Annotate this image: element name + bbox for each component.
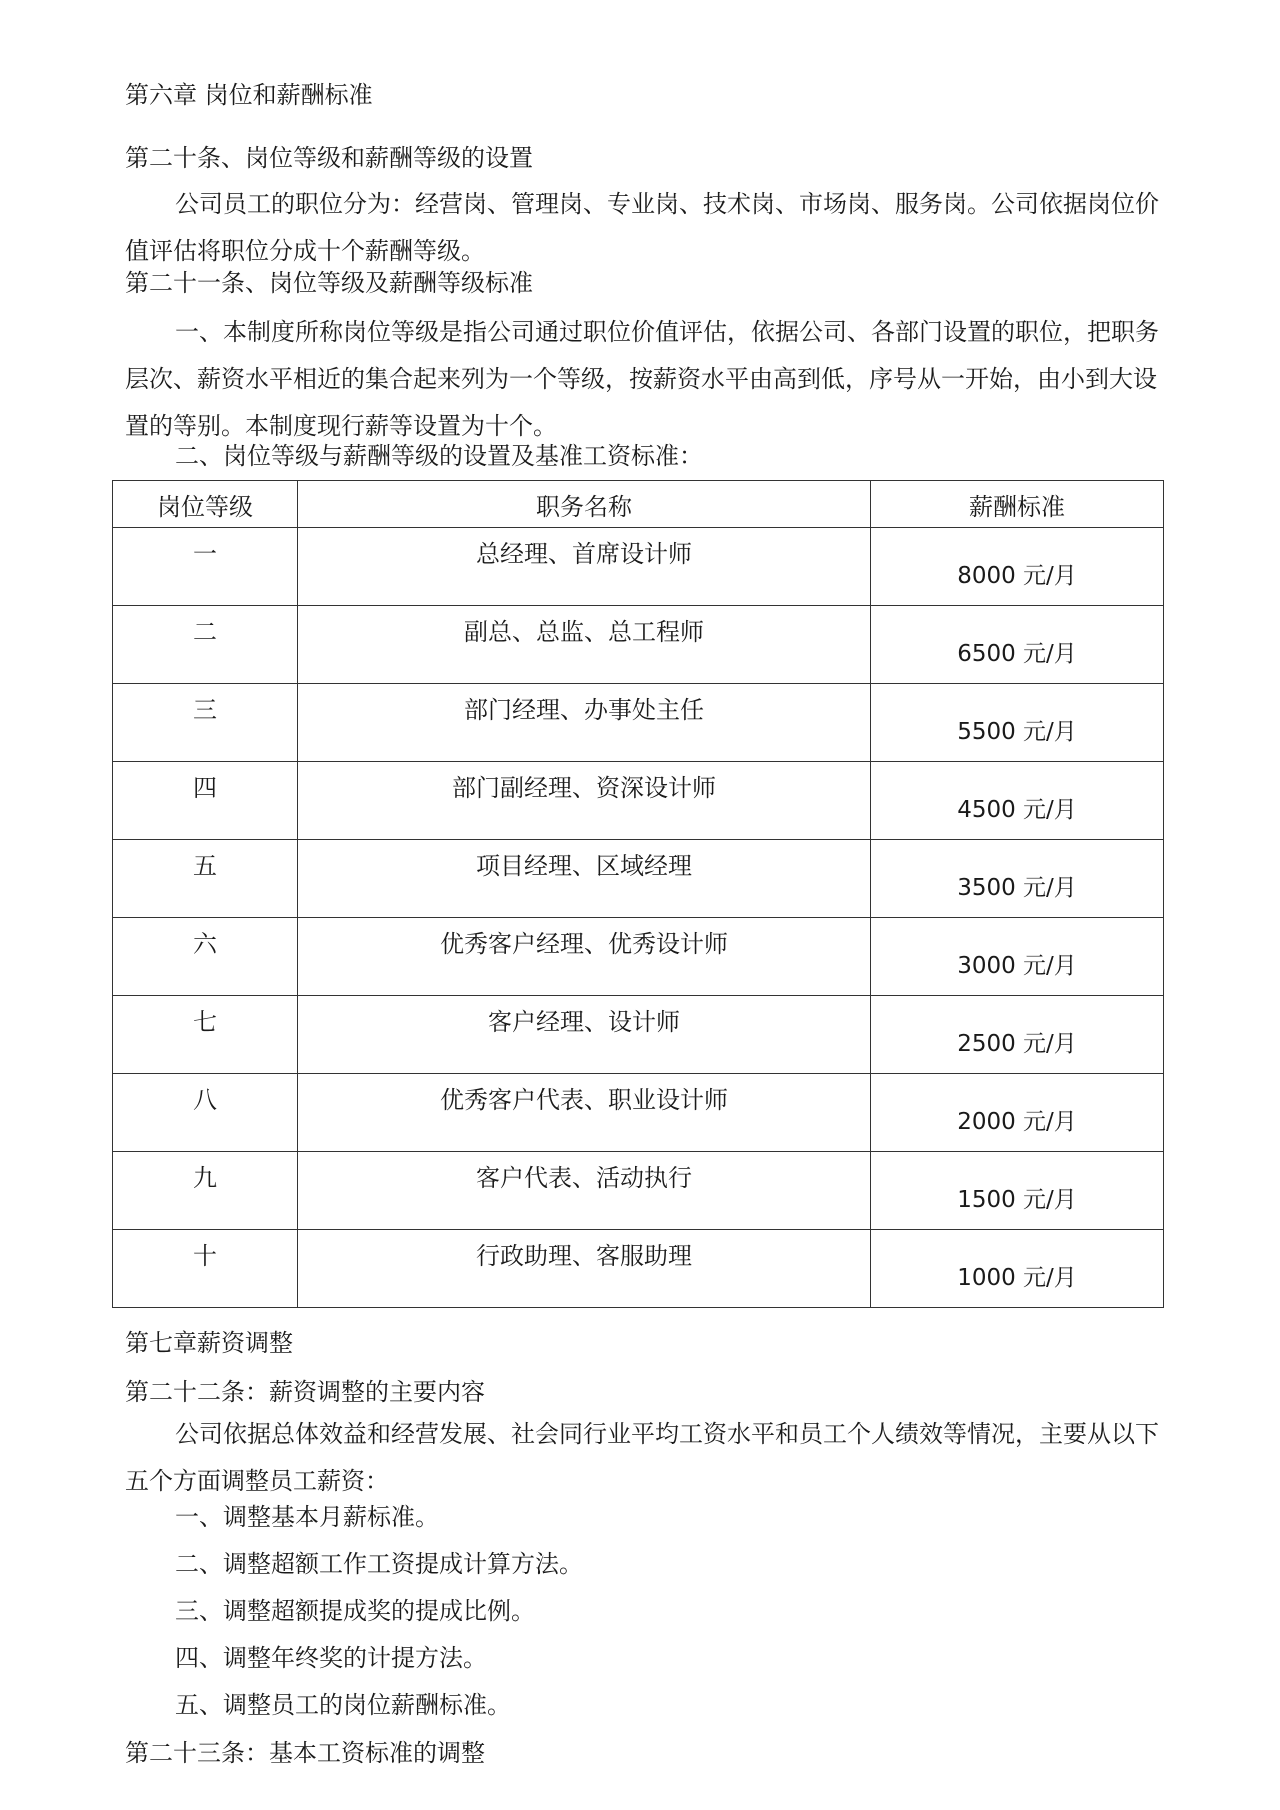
table-row: [113, 996, 1164, 1074]
grade-cell: [113, 1152, 298, 1230]
table-row: [113, 762, 1164, 840]
salary-cell: [871, 840, 1164, 918]
grade-cell-text: 十: [193, 1242, 217, 1270]
salary-cell-text: 2000 元/月: [957, 1109, 1077, 1135]
title-cell: [298, 840, 871, 918]
article-22-text: 公司依据总体效益和经营发展、社会同行业平均工资水平和员工个人绩效等情况，主要从以下五个方面调整员工薪资：: [125, 1420, 1159, 1495]
table-row: [113, 1230, 1164, 1308]
title-cell: [298, 528, 871, 606]
header-title: 职务名称: [298, 481, 871, 528]
title-cell: [298, 1152, 871, 1230]
grade-cell: [113, 1074, 298, 1152]
salary-cell-text: 5500 元/月: [957, 719, 1077, 745]
title-cell-text: 行政助理、客服助理: [476, 1242, 692, 1270]
grade-cell-text: 七: [193, 1008, 217, 1036]
salary-grade-table: [112, 480, 1164, 1308]
grade-cell: [113, 528, 298, 606]
table-row: [113, 840, 1164, 918]
title-cell: [298, 1074, 871, 1152]
grade-cell: [113, 918, 298, 996]
title-cell-text: 项目经理、区域经理: [476, 852, 692, 880]
salary-cell-text: 6500 元/月: [957, 641, 1077, 667]
article-22-item: 四、调整年终奖的计提方法。: [175, 1644, 487, 1672]
title-cell: [298, 606, 871, 684]
grade-cell-text: 二: [193, 618, 217, 646]
salary-cell: [871, 1152, 1164, 1230]
salary-cell: [871, 684, 1164, 762]
salary-cell: [871, 918, 1164, 996]
title-cell-text: 总经理、首席设计师: [476, 540, 692, 568]
salary-cell: [871, 606, 1164, 684]
title-cell: [298, 996, 871, 1074]
table-row: [113, 1074, 1164, 1152]
grade-cell-text: 五: [193, 852, 217, 880]
article-22-item: 一、调整基本月薪标准。: [175, 1503, 439, 1531]
table-row: [113, 1152, 1164, 1230]
table-row: [113, 606, 1164, 684]
grade-cell: [113, 1230, 298, 1308]
grade-cell-text: 六: [193, 930, 217, 958]
table-row: [113, 528, 1164, 606]
article-20-body: [125, 181, 1177, 275]
salary-cell-text: 4500 元/月: [957, 797, 1077, 823]
title-cell: [298, 918, 871, 996]
chapter-7-heading: 第七章薪资调整: [125, 1329, 293, 1357]
title-cell-text: 客户经理、设计师: [488, 1008, 680, 1036]
article-20-heading: 第二十条、岗位等级和薪酬等级的设置: [125, 144, 533, 172]
salary-cell-text: 3000 元/月: [957, 953, 1077, 979]
article-21-item-1: [125, 309, 1177, 450]
chapter-6-heading: 第六章 岗位和薪酬标准: [125, 81, 373, 109]
grade-cell: [113, 606, 298, 684]
title-cell: [298, 762, 871, 840]
salary-cell: [871, 1074, 1164, 1152]
table-body: [113, 528, 1164, 1308]
salary-cell-text: 3500 元/月: [957, 875, 1077, 901]
article-22-heading: 第二十二条：薪资调整的主要内容: [125, 1378, 485, 1406]
article-23-heading: 第二十三条：基本工资标准的调整: [125, 1739, 485, 1767]
article-22-body: [125, 1411, 1177, 1505]
salary-cell: [871, 528, 1164, 606]
title-cell-text: 优秀客户经理、优秀设计师: [440, 930, 728, 958]
article-22-item: 五、调整员工的岗位薪酬标准。: [175, 1691, 511, 1719]
grade-cell-text: 三: [193, 696, 217, 724]
title-cell-text: 部门经理、办事处主任: [464, 696, 704, 724]
title-cell-text: 部门副经理、资深设计师: [452, 774, 716, 802]
grade-cell-text: 九: [193, 1164, 217, 1192]
grade-cell: [113, 762, 298, 840]
salary-cell: [871, 762, 1164, 840]
salary-cell: [871, 996, 1164, 1074]
article-21-item-1-text: 一、本制度所称岗位等级是指公司通过职位价值评估，依据公司、各部门设置的职位，把职务层次、薪资水平相近的集合起来列为一个等级，按薪资水平由高到低，序号从一开始，由小到大设置的等别。本制度现行薪等设置为十个。: [125, 318, 1159, 440]
salary-cell: [871, 1230, 1164, 1308]
grade-cell-text: 八: [193, 1086, 217, 1114]
article-22-item: 三、调整超额提成奖的提成比例。: [175, 1597, 535, 1625]
title-cell: [298, 684, 871, 762]
title-cell-text: 副总、总监、总工程师: [464, 618, 704, 646]
article-22-item: 二、调整超额工作工资提成计算方法。: [175, 1550, 583, 1578]
grade-cell: [113, 996, 298, 1074]
grade-cell-text: 一: [193, 540, 217, 568]
grade-cell: [113, 840, 298, 918]
title-cell-text: 客户代表、活动执行: [476, 1164, 692, 1192]
table-row: [113, 684, 1164, 762]
article-21-item-2: 二、岗位等级与薪酬等级的设置及基准工资标准：: [175, 442, 703, 470]
table-row: [113, 918, 1164, 996]
title-cell: [298, 1230, 871, 1308]
salary-cell-text: 1500 元/月: [957, 1187, 1077, 1213]
article-21-heading: 第二十一条、岗位等级及薪酬等级标准: [125, 269, 533, 297]
table-header-row: [113, 481, 1164, 528]
salary-cell-text: 2500 元/月: [957, 1031, 1077, 1057]
header-salary: 薪酬标准: [871, 481, 1164, 528]
article-20-text: 公司员工的职位分为：经营岗、管理岗、专业岗、技术岗、市场岗、服务岗。公司依据岗位价值评估将职位分成十个薪酬等级。: [125, 190, 1159, 265]
title-cell-text: 优秀客户代表、职业设计师: [440, 1086, 728, 1114]
grade-cell-text: 四: [193, 774, 217, 802]
salary-cell-text: 8000 元/月: [957, 563, 1077, 589]
header-grade: 岗位等级: [113, 481, 298, 528]
salary-cell-text: 1000 元/月: [957, 1265, 1077, 1291]
grade-cell: [113, 684, 298, 762]
